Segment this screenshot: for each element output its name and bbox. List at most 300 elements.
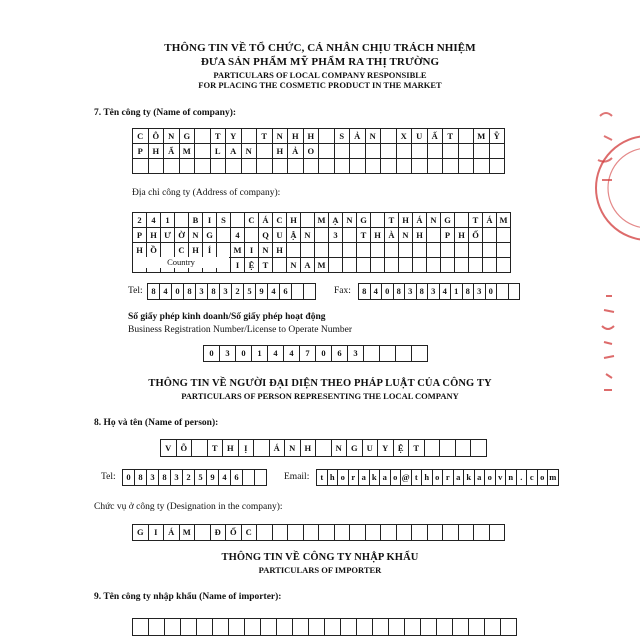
char-box[interactable] bbox=[428, 525, 444, 540]
char-cell[interactable]: I bbox=[231, 258, 245, 273]
char-cell[interactable] bbox=[443, 159, 459, 174]
char-cell[interactable] bbox=[301, 213, 315, 228]
char-cell[interactable]: G bbox=[180, 129, 196, 144]
char-cell[interactable] bbox=[273, 258, 287, 273]
char-box[interactable]: k bbox=[370, 470, 381, 485]
char-box[interactable]: 1 bbox=[252, 346, 268, 361]
char-box[interactable]: 4 bbox=[160, 284, 172, 299]
char-cell[interactable] bbox=[397, 144, 413, 159]
char-box[interactable] bbox=[325, 619, 341, 635]
char-cell[interactable]: T bbox=[357, 228, 371, 243]
char-box[interactable]: 0 bbox=[172, 284, 184, 299]
char-box[interactable] bbox=[437, 619, 453, 635]
char-box[interactable]: 8 bbox=[184, 284, 196, 299]
char-box[interactable] bbox=[459, 525, 475, 540]
char-box[interactable]: o bbox=[538, 470, 549, 485]
char-cell[interactable] bbox=[371, 213, 385, 228]
char-box[interactable]: Õ bbox=[177, 440, 193, 456]
char-cell[interactable] bbox=[366, 159, 382, 174]
char-cell[interactable]: N bbox=[399, 228, 413, 243]
char-box[interactable]: 0 bbox=[486, 284, 498, 299]
char-box[interactable] bbox=[192, 440, 208, 456]
char-cell[interactable] bbox=[315, 243, 329, 258]
person-email-field[interactable] bbox=[316, 469, 559, 486]
char-cell[interactable] bbox=[195, 144, 211, 159]
char-cell[interactable]: Ẩ bbox=[164, 144, 180, 159]
char-cell[interactable]: I bbox=[203, 213, 217, 228]
char-box[interactable]: 4 bbox=[284, 346, 300, 361]
char-cell[interactable]: H bbox=[413, 228, 427, 243]
char-cell[interactable]: T bbox=[469, 213, 483, 228]
char-box[interactable]: @ bbox=[401, 470, 412, 485]
char-box[interactable]: 8 bbox=[148, 284, 160, 299]
char-cell[interactable]: H bbox=[149, 144, 165, 159]
char-cell[interactable] bbox=[399, 258, 413, 273]
char-cell[interactable] bbox=[483, 258, 497, 273]
char-box[interactable]: o bbox=[391, 470, 402, 485]
char-cell[interactable] bbox=[257, 144, 273, 159]
char-box[interactable]: 1 bbox=[451, 284, 463, 299]
char-box[interactable]: 3 bbox=[428, 284, 440, 299]
char-box[interactable]: o bbox=[338, 470, 349, 485]
char-cell[interactable]: M bbox=[180, 144, 196, 159]
char-cell[interactable]: H bbox=[189, 243, 203, 258]
char-cell[interactable]: C bbox=[133, 129, 149, 144]
char-box[interactable] bbox=[425, 440, 441, 456]
char-cell[interactable] bbox=[497, 258, 511, 273]
char-box[interactable] bbox=[485, 619, 501, 635]
char-cell[interactable]: C bbox=[273, 213, 287, 228]
char-cell[interactable] bbox=[413, 258, 427, 273]
char-cell[interactable]: 3 bbox=[329, 228, 343, 243]
char-box[interactable] bbox=[257, 525, 273, 540]
char-box[interactable] bbox=[273, 525, 289, 540]
char-cell[interactable] bbox=[455, 213, 469, 228]
char-box[interactable]: a bbox=[380, 470, 391, 485]
char-cell[interactable]: P bbox=[133, 228, 147, 243]
char-cell[interactable] bbox=[242, 159, 258, 174]
char-box[interactable]: 2 bbox=[183, 470, 195, 485]
char-box[interactable] bbox=[277, 619, 293, 635]
char-cell[interactable]: M bbox=[497, 213, 511, 228]
char-box[interactable] bbox=[474, 525, 490, 540]
char-cell[interactable]: N bbox=[164, 129, 180, 144]
char-cell[interactable]: X bbox=[397, 129, 413, 144]
char-box[interactable]: V bbox=[161, 440, 177, 456]
char-box[interactable] bbox=[490, 525, 506, 540]
char-box[interactable] bbox=[304, 525, 320, 540]
char-cell[interactable] bbox=[427, 243, 441, 258]
char-cell[interactable]: Ậ bbox=[287, 228, 301, 243]
char-cell[interactable] bbox=[226, 159, 242, 174]
char-box[interactable] bbox=[319, 525, 335, 540]
char-box[interactable]: C bbox=[242, 525, 258, 540]
char-cell[interactable]: Y bbox=[226, 129, 242, 144]
char-cell[interactable]: N bbox=[427, 213, 441, 228]
char-box[interactable]: v bbox=[496, 470, 507, 485]
char-box[interactable]: 7 bbox=[300, 346, 316, 361]
char-box[interactable]: 3 bbox=[220, 284, 232, 299]
char-cell[interactable]: T bbox=[259, 258, 273, 273]
char-cell[interactable] bbox=[301, 243, 315, 258]
char-cell[interactable] bbox=[497, 228, 511, 243]
char-cell[interactable] bbox=[459, 144, 475, 159]
char-box[interactable]: H bbox=[223, 440, 239, 456]
char-box[interactable]: 6 bbox=[332, 346, 348, 361]
char-box[interactable]: 8 bbox=[394, 284, 406, 299]
char-box[interactable] bbox=[396, 346, 412, 361]
char-cell[interactable]: U bbox=[412, 129, 428, 144]
char-box[interactable]: o bbox=[485, 470, 496, 485]
char-cell[interactable] bbox=[441, 243, 455, 258]
char-cell[interactable] bbox=[428, 144, 444, 159]
char-box[interactable] bbox=[254, 440, 270, 456]
char-box[interactable] bbox=[509, 284, 521, 299]
char-cell[interactable]: P bbox=[133, 144, 149, 159]
char-box[interactable] bbox=[366, 525, 382, 540]
company-fax-field[interactable] bbox=[358, 283, 520, 300]
license-number-field[interactable] bbox=[203, 345, 428, 362]
char-cell[interactable] bbox=[427, 258, 441, 273]
char-box[interactable]: 3 bbox=[196, 284, 208, 299]
char-box[interactable] bbox=[229, 619, 245, 635]
char-box[interactable]: Đ bbox=[211, 525, 227, 540]
char-cell[interactable] bbox=[161, 243, 175, 258]
char-cell[interactable] bbox=[343, 258, 357, 273]
char-cell[interactable]: N bbox=[259, 243, 273, 258]
char-box[interactable] bbox=[350, 525, 366, 540]
char-box[interactable] bbox=[364, 346, 380, 361]
char-cell[interactable]: Ô bbox=[149, 129, 165, 144]
char-cell[interactable]: H bbox=[288, 129, 304, 144]
char-cell[interactable] bbox=[133, 159, 149, 174]
char-box[interactable]: . bbox=[517, 470, 528, 485]
char-box[interactable] bbox=[335, 525, 351, 540]
char-cell[interactable] bbox=[385, 258, 399, 273]
char-cell[interactable]: H bbox=[287, 213, 301, 228]
char-box[interactable] bbox=[389, 619, 405, 635]
char-cell[interactable] bbox=[335, 144, 351, 159]
char-cell[interactable] bbox=[319, 144, 335, 159]
char-box[interactable] bbox=[261, 619, 277, 635]
char-box[interactable] bbox=[381, 525, 397, 540]
char-cell[interactable]: I bbox=[245, 243, 259, 258]
char-cell[interactable] bbox=[273, 159, 289, 174]
char-cell[interactable] bbox=[195, 159, 211, 174]
char-cell[interactable] bbox=[217, 228, 231, 243]
char-cell[interactable]: T bbox=[385, 213, 399, 228]
char-cell[interactable] bbox=[474, 159, 490, 174]
char-cell[interactable]: H bbox=[147, 228, 161, 243]
char-box[interactable]: o bbox=[433, 470, 444, 485]
char-cell[interactable] bbox=[412, 159, 428, 174]
char-cell[interactable] bbox=[490, 159, 506, 174]
char-box[interactable]: G bbox=[347, 440, 363, 456]
char-cell[interactable] bbox=[366, 144, 382, 159]
char-cell[interactable] bbox=[357, 258, 371, 273]
char-box[interactable]: m bbox=[548, 470, 559, 485]
company-tel-field[interactable] bbox=[147, 283, 316, 300]
char-box[interactable]: U bbox=[363, 440, 379, 456]
char-box[interactable] bbox=[469, 619, 485, 635]
char-box[interactable]: Y bbox=[378, 440, 394, 456]
char-cell[interactable]: Ồ bbox=[147, 243, 161, 258]
char-box[interactable]: 3 bbox=[171, 470, 183, 485]
char-box[interactable]: 0 bbox=[123, 470, 135, 485]
char-cell[interactable]: N bbox=[366, 129, 382, 144]
char-cell[interactable]: À bbox=[385, 228, 399, 243]
char-box[interactable] bbox=[497, 284, 509, 299]
char-cell[interactable] bbox=[350, 159, 366, 174]
char-box[interactable]: 6 bbox=[280, 284, 292, 299]
char-cell[interactable] bbox=[217, 243, 231, 258]
char-cell[interactable]: Ư bbox=[161, 228, 175, 243]
char-box[interactable] bbox=[440, 440, 456, 456]
char-cell[interactable] bbox=[413, 243, 427, 258]
char-box[interactable]: Ị bbox=[239, 440, 255, 456]
char-box[interactable] bbox=[293, 619, 309, 635]
char-cell[interactable]: G bbox=[203, 228, 217, 243]
char-box[interactable] bbox=[453, 619, 469, 635]
char-cell[interactable] bbox=[371, 243, 385, 258]
char-cell[interactable]: M bbox=[231, 243, 245, 258]
char-cell[interactable]: Ờ bbox=[175, 228, 189, 243]
char-box[interactable]: a bbox=[359, 470, 370, 485]
char-box[interactable]: 0 bbox=[316, 346, 332, 361]
char-cell[interactable]: M bbox=[315, 213, 329, 228]
char-box[interactable]: n bbox=[506, 470, 517, 485]
char-box[interactable]: T bbox=[208, 440, 224, 456]
char-cell[interactable] bbox=[242, 129, 258, 144]
char-box[interactable]: 3 bbox=[348, 346, 364, 361]
char-cell[interactable] bbox=[343, 228, 357, 243]
char-cell[interactable] bbox=[469, 258, 483, 273]
char-cell[interactable]: Á bbox=[413, 213, 427, 228]
char-box[interactable]: k bbox=[464, 470, 475, 485]
char-box[interactable] bbox=[165, 619, 181, 635]
char-cell[interactable]: T bbox=[211, 129, 227, 144]
char-cell[interactable]: A bbox=[301, 258, 315, 273]
char-box[interactable] bbox=[501, 619, 517, 635]
char-box[interactable]: a bbox=[454, 470, 465, 485]
char-cell[interactable]: 4 bbox=[231, 228, 245, 243]
char-box[interactable] bbox=[412, 346, 428, 361]
char-box[interactable]: 8 bbox=[417, 284, 429, 299]
char-cell[interactable] bbox=[483, 243, 497, 258]
char-cell[interactable]: U bbox=[273, 228, 287, 243]
char-box[interactable]: 3 bbox=[220, 346, 236, 361]
char-cell[interactable]: A bbox=[226, 144, 242, 159]
char-cell[interactable]: G bbox=[357, 213, 371, 228]
char-box[interactable]: 4 bbox=[268, 284, 280, 299]
char-box[interactable]: 9 bbox=[256, 284, 268, 299]
char-cell[interactable]: M bbox=[315, 258, 329, 273]
char-box[interactable]: Ố bbox=[226, 525, 242, 540]
char-cell[interactable] bbox=[474, 144, 490, 159]
char-cell[interactable] bbox=[357, 243, 371, 258]
char-cell[interactable]: 2 bbox=[133, 213, 147, 228]
char-box[interactable]: I bbox=[149, 525, 165, 540]
char-box[interactable]: 4 bbox=[219, 470, 231, 485]
importer-name-field[interactable] bbox=[132, 618, 517, 636]
char-box[interactable]: t bbox=[412, 470, 423, 485]
person-name-field[interactable] bbox=[160, 439, 487, 457]
char-cell[interactable]: H bbox=[133, 243, 147, 258]
char-cell[interactable] bbox=[175, 213, 189, 228]
char-cell[interactable] bbox=[304, 159, 320, 174]
char-box[interactable] bbox=[197, 619, 213, 635]
char-cell[interactable]: N bbox=[301, 228, 315, 243]
char-box[interactable] bbox=[380, 346, 396, 361]
char-cell[interactable]: S bbox=[335, 129, 351, 144]
char-cell[interactable]: T bbox=[443, 129, 459, 144]
char-cell[interactable]: H bbox=[455, 228, 469, 243]
char-cell[interactable] bbox=[164, 159, 180, 174]
char-box[interactable] bbox=[443, 525, 459, 540]
char-box[interactable]: t bbox=[317, 470, 328, 485]
char-box[interactable]: Á bbox=[164, 525, 180, 540]
char-cell[interactable] bbox=[343, 243, 357, 258]
char-cell[interactable] bbox=[399, 243, 413, 258]
char-cell[interactable] bbox=[412, 144, 428, 159]
char-cell[interactable] bbox=[381, 144, 397, 159]
char-cell[interactable]: Í bbox=[203, 243, 217, 258]
char-box[interactable] bbox=[195, 525, 211, 540]
char-box[interactable] bbox=[316, 440, 332, 456]
char-cell[interactable]: Q bbox=[259, 228, 273, 243]
char-box[interactable] bbox=[373, 619, 389, 635]
char-box[interactable]: h bbox=[328, 470, 339, 485]
char-cell[interactable] bbox=[287, 243, 301, 258]
char-cell[interactable]: B bbox=[189, 213, 203, 228]
char-box[interactable] bbox=[397, 525, 413, 540]
char-box[interactable]: 2 bbox=[232, 284, 244, 299]
char-cell[interactable] bbox=[441, 258, 455, 273]
char-cell[interactable]: M bbox=[474, 129, 490, 144]
char-cell[interactable] bbox=[497, 243, 511, 258]
char-box[interactable] bbox=[309, 619, 325, 635]
char-box[interactable]: G bbox=[133, 525, 149, 540]
char-cell[interactable] bbox=[459, 159, 475, 174]
char-box[interactable]: 6 bbox=[231, 470, 243, 485]
char-box[interactable]: M bbox=[180, 525, 196, 540]
char-cell[interactable] bbox=[428, 159, 444, 174]
char-cell[interactable] bbox=[385, 243, 399, 258]
char-box[interactable] bbox=[255, 470, 267, 485]
char-box[interactable]: 4 bbox=[268, 346, 284, 361]
char-box[interactable] bbox=[133, 619, 149, 635]
char-box[interactable] bbox=[405, 619, 421, 635]
char-box[interactable]: a bbox=[475, 470, 486, 485]
char-cell[interactable] bbox=[350, 144, 366, 159]
char-cell[interactable]: N bbox=[242, 144, 258, 159]
char-cell[interactable]: N bbox=[343, 213, 357, 228]
char-box[interactable] bbox=[412, 525, 428, 540]
char-cell[interactable]: 4 bbox=[147, 213, 161, 228]
char-box[interactable] bbox=[304, 284, 316, 299]
char-cell[interactable]: N bbox=[273, 129, 289, 144]
char-cell[interactable] bbox=[455, 258, 469, 273]
char-cell[interactable]: Á bbox=[259, 213, 273, 228]
char-cell[interactable]: C bbox=[245, 213, 259, 228]
char-cell[interactable] bbox=[490, 144, 506, 159]
char-cell[interactable] bbox=[288, 159, 304, 174]
char-cell[interactable]: G bbox=[441, 213, 455, 228]
char-box[interactable] bbox=[341, 619, 357, 635]
company-name-grid[interactable] bbox=[132, 128, 505, 174]
char-cell[interactable] bbox=[469, 243, 483, 258]
char-cell[interactable] bbox=[483, 228, 497, 243]
char-cell[interactable] bbox=[455, 243, 469, 258]
char-box[interactable]: 0 bbox=[236, 346, 252, 361]
char-cell[interactable] bbox=[245, 228, 259, 243]
char-cell[interactable] bbox=[371, 258, 385, 273]
char-cell[interactable]: N bbox=[287, 258, 301, 273]
char-cell[interactable] bbox=[315, 228, 329, 243]
char-cell[interactable]: Ả bbox=[288, 144, 304, 159]
char-box[interactable] bbox=[243, 470, 255, 485]
char-cell[interactable]: Ấ bbox=[428, 129, 444, 144]
char-cell[interactable]: O bbox=[304, 144, 320, 159]
char-cell[interactable] bbox=[335, 159, 351, 174]
char-cell[interactable]: C bbox=[175, 243, 189, 258]
char-box[interactable] bbox=[181, 619, 197, 635]
char-box[interactable]: 3 bbox=[405, 284, 417, 299]
char-box[interactable]: 0 bbox=[204, 346, 220, 361]
char-cell[interactable]: Ố bbox=[469, 228, 483, 243]
char-box[interactable] bbox=[421, 619, 437, 635]
char-box[interactable]: h bbox=[422, 470, 433, 485]
char-box[interactable] bbox=[245, 619, 261, 635]
char-box[interactable] bbox=[288, 525, 304, 540]
char-box[interactable]: N bbox=[285, 440, 301, 456]
char-cell[interactable] bbox=[329, 243, 343, 258]
char-cell[interactable]: T bbox=[257, 129, 273, 144]
char-box[interactable] bbox=[357, 619, 373, 635]
char-cell[interactable]: P bbox=[441, 228, 455, 243]
char-cell[interactable] bbox=[149, 159, 165, 174]
char-cell[interactable]: Á bbox=[483, 213, 497, 228]
char-cell[interactable]: H bbox=[304, 129, 320, 144]
char-box[interactable]: 8 bbox=[463, 284, 475, 299]
char-cell[interactable] bbox=[381, 159, 397, 174]
char-cell[interactable]: 1 bbox=[161, 213, 175, 228]
char-cell[interactable]: S bbox=[217, 213, 231, 228]
char-box[interactable]: 4 bbox=[371, 284, 383, 299]
char-box[interactable] bbox=[471, 440, 487, 456]
char-cell[interactable]: Ệ bbox=[245, 258, 259, 273]
char-cell[interactable] bbox=[257, 159, 273, 174]
char-box[interactable]: 8 bbox=[359, 284, 371, 299]
char-cell[interactable]: H bbox=[399, 213, 413, 228]
char-cell[interactable] bbox=[211, 159, 227, 174]
char-cell[interactable]: H bbox=[371, 228, 385, 243]
char-cell[interactable] bbox=[329, 258, 343, 273]
char-cell[interactable]: H bbox=[273, 144, 289, 159]
char-box[interactable] bbox=[149, 619, 165, 635]
char-cell[interactable]: H bbox=[273, 243, 287, 258]
designation-field[interactable] bbox=[132, 524, 505, 541]
char-cell[interactable]: Ỹ bbox=[490, 129, 506, 144]
char-box[interactable]: 9 bbox=[207, 470, 219, 485]
char-box[interactable]: 3 bbox=[147, 470, 159, 485]
char-box[interactable]: T bbox=[409, 440, 425, 456]
char-cell[interactable] bbox=[459, 129, 475, 144]
char-box[interactable]: 8 bbox=[159, 470, 171, 485]
char-box[interactable]: r bbox=[443, 470, 454, 485]
char-box[interactable]: 8 bbox=[208, 284, 220, 299]
char-box[interactable]: c bbox=[527, 470, 538, 485]
